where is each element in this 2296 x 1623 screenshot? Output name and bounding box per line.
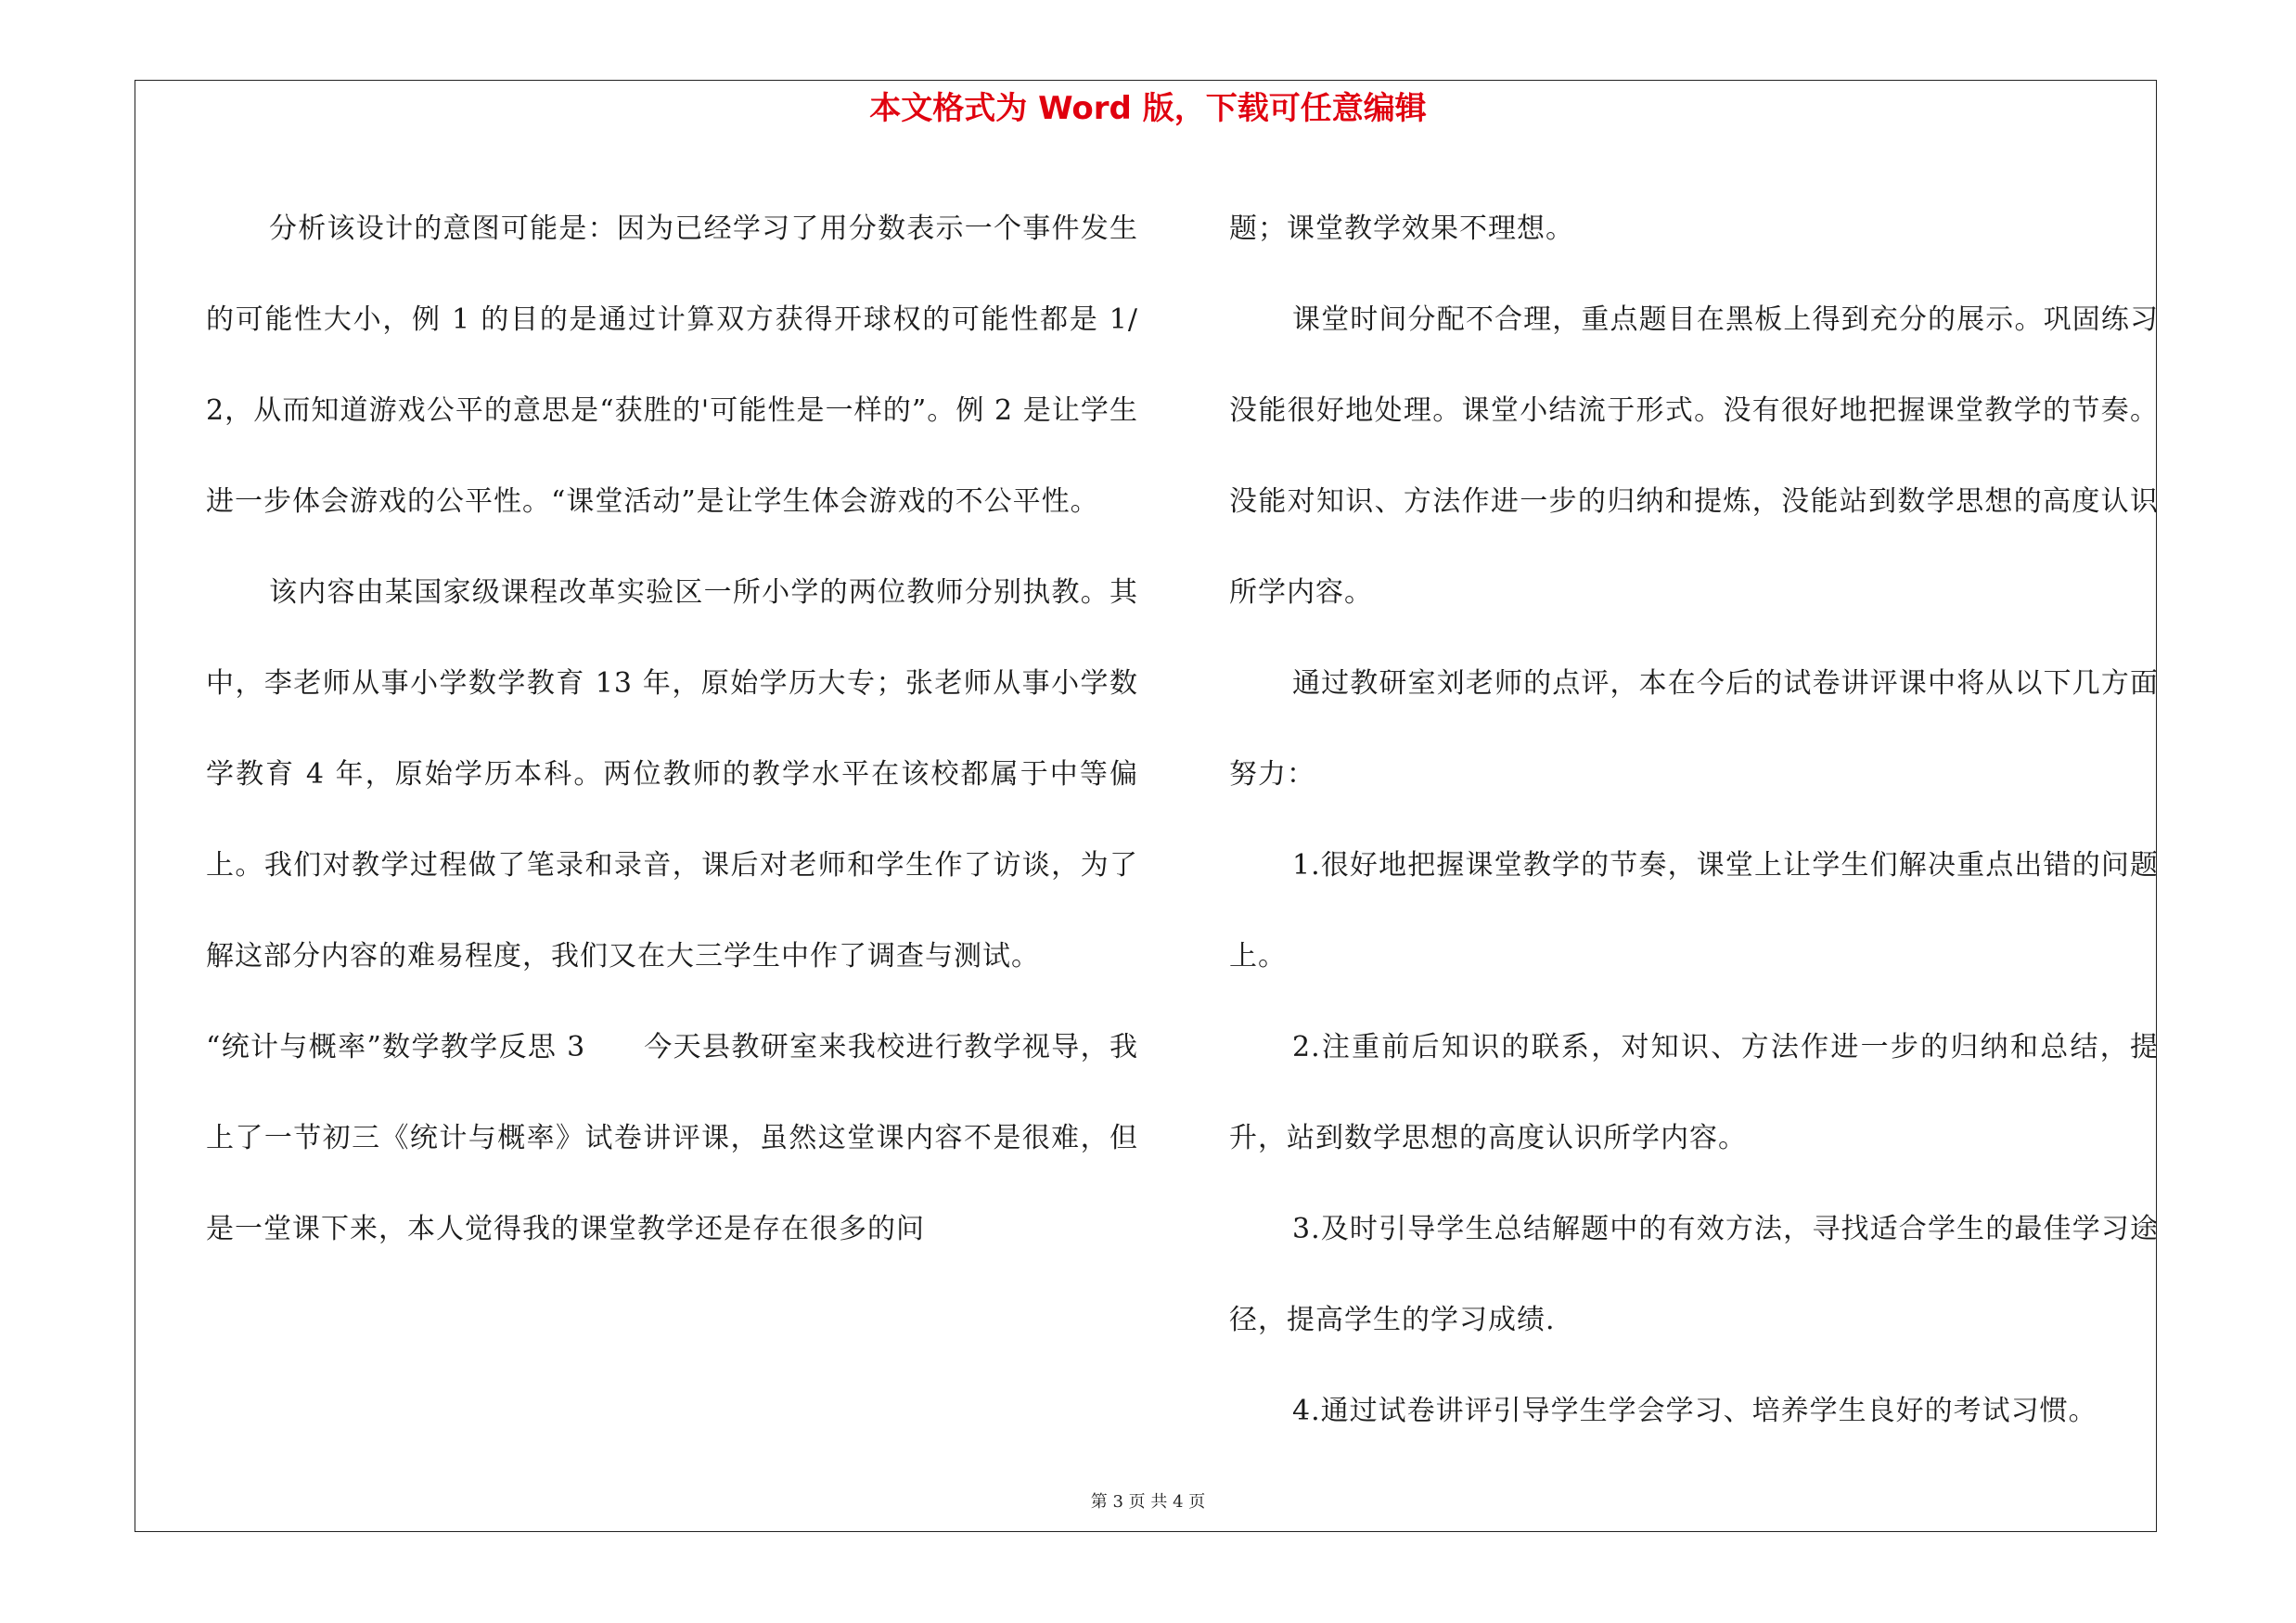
list-item: 4.通过试卷讲评引导学生学会学习、培养学生良好的考试习惯。 <box>1292 1395 2097 1427</box>
left-text-column <box>206 184 1138 1275</box>
paragraph: 课堂时间分配不合理，重点题目在黑板上得到充分的展示。巩固练习没能很好地处理。课堂小结流于形式。没有很好地把握课堂教学的节奏。没能对知识、方法作进一步的归纳和提炼，没能站到数学思想的高度认识所学内容。 <box>1229 303 2159 609</box>
page-number-footer: 第 3 页 共 4 页 <box>1090 1492 1206 1512</box>
right-text-column <box>1229 184 2159 1457</box>
list-item: 3.及时引导学生总结解题中的有效方法，寻找适合学生的最佳学习途径，提高学生的学习成绩. <box>1229 1213 2159 1336</box>
paragraph: “统计与概率”数学教学反思 3 今天县教研室来我校进行教学视导，我上了一节初三《统计与概率》试卷讲评课，虽然这堂课内容不是很难，但是一堂课下来，本人觉得我的课堂教学还是存在很多的问 <box>206 1031 1138 1245</box>
paragraph: 通过教研室刘老师的点评，本在今后的试卷讲评课中将从以下几方面努力： <box>1229 667 2159 791</box>
document-banner: 本文格式为 Word 版，下载可任意编辑 <box>869 90 1427 127</box>
paragraph: 该内容由某国家级课程改革实验区一所小学的两位教师分别执教。其中，李老师从事小学数学教育 13 年，原始学历大专；张老师从事小学数学教育 4 年，原始学历本科。两位教师的教学水平在该校都属于中等偏上。我们对教学过程做了笔录和录音，课后对老师和学生作了访谈，为了解这部分内容的难易程度，我们又在大三学生中作了调查与测试。 <box>206 576 1138 973</box>
paragraph: 题；课堂教学效果不理想。 <box>1229 213 1574 245</box>
paragraph: 分析该设计的意图可能是：因为已经学习了用分数表示一个事件发生的可能性大小，例 1 的目的是通过计算双方获得开球权的可能性都是 1/2，从而知道游戏公平的意思是“获胜的'可能性是一样的”。例 2 是让学生进一步体会游戏的公平性。“课堂活动”是让学生体会游戏的不公平性。 <box>206 213 1138 518</box>
list-item: 2.注重前后知识的联系，对知识、方法作进一步的归纳和总结，提升，站到数学思想的高度认识所学内容。 <box>1229 1031 2159 1154</box>
list-item: 1.很好地把握课堂教学的节奏，课堂上让学生们解决重点出错的问题上。 <box>1229 849 2159 973</box>
